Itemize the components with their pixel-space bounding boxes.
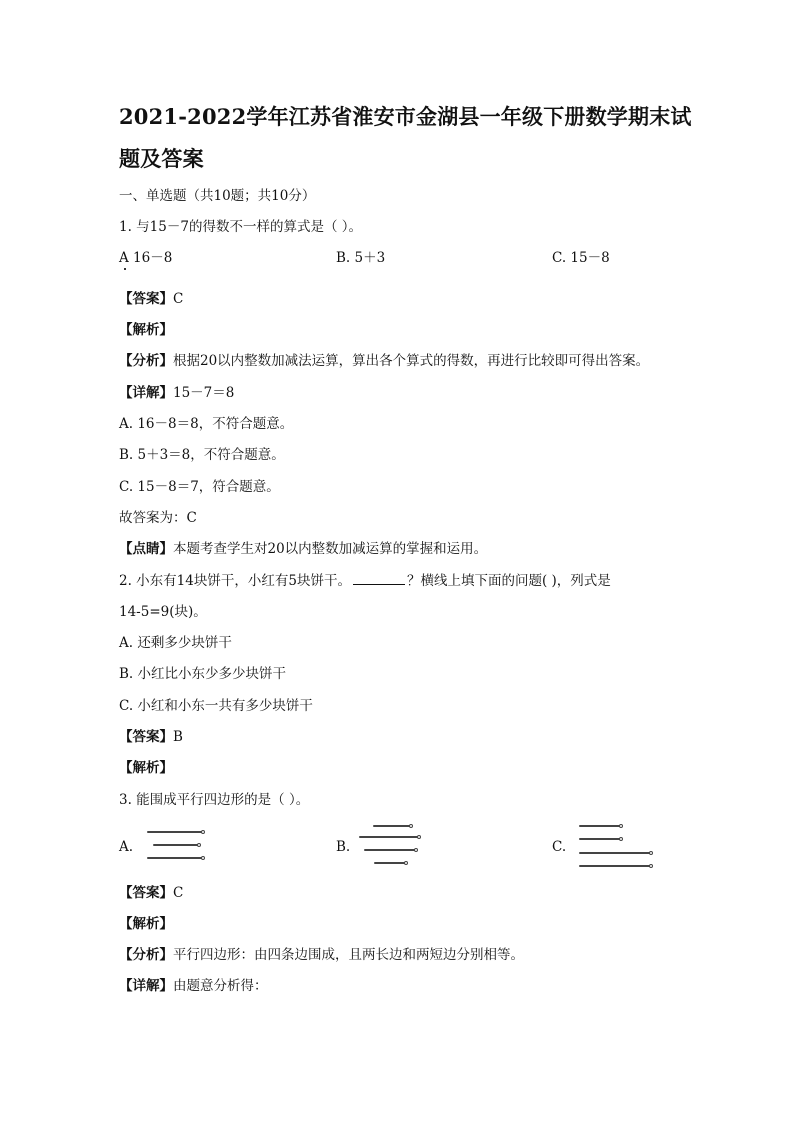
q3-stem: 3. 能围成平行四边形的是（ ）。 <box>119 792 310 808</box>
q3-detail <box>119 977 268 995</box>
answer-value: C <box>173 291 184 307</box>
stick <box>147 857 203 859</box>
q2-stem-formula: 14-5=9(块)。 <box>119 604 207 620</box>
stick <box>359 836 419 838</box>
q3-fenxi <box>119 946 524 964</box>
q1-fenxi <box>119 352 649 370</box>
doc-title-line-2: 题及答案 <box>119 146 204 171</box>
q3-option-c-label: C. <box>552 839 567 855</box>
q2-option-c: C. 小红和小东一共有多少块饼干 <box>119 698 313 714</box>
stick <box>373 825 411 827</box>
q1-analysis-tag: 【解析】 <box>119 322 173 338</box>
q1-line-c: C. 15－8＝7，符合题意。 <box>119 479 280 495</box>
q3-option-a-label: A. <box>119 839 134 855</box>
q2-answer <box>119 728 183 746</box>
detail-text: 由题意分析得： <box>173 978 268 994</box>
stick <box>579 852 651 854</box>
stick <box>374 862 406 864</box>
answer-value: C <box>173 885 184 901</box>
answer-value: B <box>173 729 183 745</box>
stick <box>147 831 203 833</box>
dianjing-tag: 【点睛】 <box>119 541 173 557</box>
section-heading: 一、单选题（共10题；共10分） <box>119 188 316 204</box>
q1-dianjing <box>119 540 487 558</box>
q2-stem-part-a: 2. 小东有14块饼干，小红有5块饼干。 <box>119 573 351 589</box>
q1-line-b: B. 5＋3＝8，不符合题意。 <box>119 447 285 463</box>
q2-analysis-tag: 【解析】 <box>119 760 173 776</box>
detail-text: 15－7＝8 <box>173 385 235 401</box>
q2-stem <box>119 572 611 590</box>
stick <box>579 865 651 867</box>
q1-line-a: A. 16－8＝8，不符合题意。 <box>119 416 294 432</box>
stick <box>364 849 416 851</box>
q2-stem-part-b: ？横线上填下面的问题( )，列式是 <box>406 573 611 589</box>
q1-option-a-dot <box>124 268 126 270</box>
answer-tag: 【答案】 <box>119 291 173 307</box>
q3-option-b-label: B. <box>336 839 351 855</box>
fenxi-tag: 【分析】 <box>119 353 173 369</box>
answer-tag: 【答案】 <box>119 885 173 901</box>
fenxi-text: 平行四边形：由四条边围成，且两长边和两短边分别相等。 <box>173 947 524 963</box>
q2-option-b: B. 小红比小东少多少块饼干 <box>119 666 287 682</box>
answer-tag: 【答案】 <box>119 729 173 745</box>
doc-title-line-1: 2021-2022学年江苏省淮安市金湖县一年级下册数学期末试 <box>119 104 692 129</box>
q1-answer <box>119 290 183 308</box>
detail-tag: 【详解】 <box>119 385 173 401</box>
q1-option-b: B. 5＋3 <box>336 250 386 266</box>
detail-tag: 【详解】 <box>119 978 173 994</box>
q3-answer <box>119 884 183 902</box>
q1-option-c: C. 15－8 <box>552 250 610 266</box>
q1-detail <box>119 384 234 402</box>
q1-option-a: A 16－8 <box>119 250 173 266</box>
stick <box>579 838 621 840</box>
stick <box>153 844 199 846</box>
q2-option-a: A. 还剩多少块饼干 <box>119 635 232 651</box>
fenxi-tag: 【分析】 <box>119 947 173 963</box>
q3-analysis-tag: 【解析】 <box>119 916 173 932</box>
q1-stem: 1. 与15－7的得数不一样的算式是（ ）。 <box>119 219 362 235</box>
q2-blank-line <box>353 572 405 585</box>
q1-conclusion: 故答案为：C <box>119 510 197 526</box>
fenxi-text: 根据20以内整数加减法运算，算出各个算式的得数，再进行比较即可得出答案。 <box>173 353 650 369</box>
stick <box>579 825 621 827</box>
dianjing-text: 本题考查学生对20以内整数加减运算的掌握和运用。 <box>173 541 488 557</box>
